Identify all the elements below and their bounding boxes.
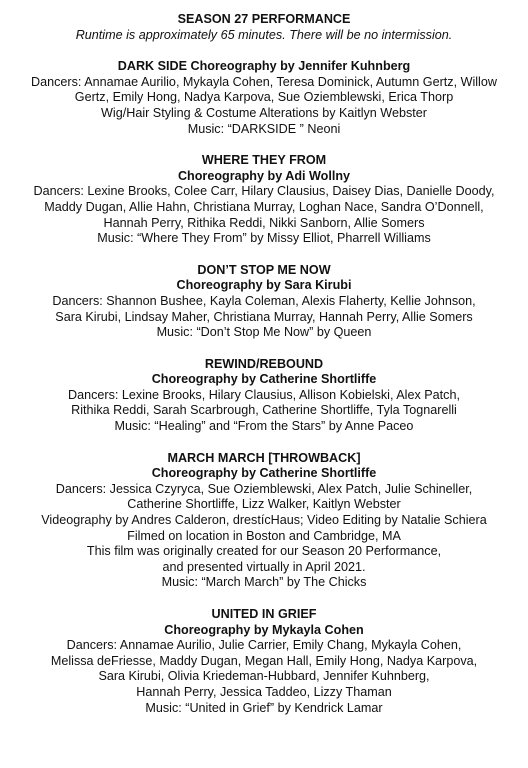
section-title: WHERE THEY FROM [201, 153, 327, 168]
credit-line: Dancers: Jessica Czyryca, Sue Oziemblewski, Alex Patch, Julie Schineller, [55, 481, 473, 496]
choreography-credit: Choreography by Adi Wollny [177, 168, 351, 183]
section-title: MARCH MARCH [THROWBACK] [167, 450, 361, 465]
program-section [0, 153, 528, 247]
credit-line: Sara Kirubi, Olivia Kriedeman-Hubbard, Jennifer Kuhnberg, [98, 669, 430, 684]
program-section [0, 451, 528, 591]
credit-line: Dancers: Lexine Brooks, Hilary Clausius, Allison Kobielski, Alex Patch, [68, 387, 460, 402]
runtime-note: Runtime is approximately 65 minutes. There will be no intermission. [75, 27, 453, 42]
program-section [0, 59, 528, 137]
credit-line: Catherine Shortliffe, Lizz Walker, Kaitlyn Webster [127, 497, 401, 512]
program-sections [0, 59, 528, 716]
credit-line: This film was originally created for our Season 20 Performance, [86, 544, 442, 559]
program-section [0, 357, 528, 435]
credit-line: Hannah Perry, Rithika Reddi, Nikki Sanborn, Allie Somers [103, 215, 425, 230]
program-section [0, 263, 528, 341]
credit-line: Dancers: Annamae Aurilio, Julie Carrier, Emily Chang, Mykayla Cohen, [66, 638, 462, 653]
program-section [0, 607, 528, 716]
credit-line: Dancers: Annamae Aurilio, Mykayla Cohen, Teresa Dominick, Autumn Gertz, Willow [31, 74, 497, 89]
credit-line: Sara Kirubi, Lindsay Maher, Christiana Murray, Hannah Perry, Allie Somers [55, 309, 473, 324]
choreography-credit: Choreography by Catherine Shortliffe [151, 466, 377, 481]
credit-line: Filmed on location in Boston and Cambridge, MA [127, 528, 401, 543]
credit-line: Music: “United in Grief” by Kendrick Lamar [145, 700, 383, 715]
credit-line: Music: “March March” by The Chicks [161, 575, 367, 590]
credit-line: Maddy Dugan, Allie Hahn, Christiana Murray, Loghan Nace, Sandra O’Donnell, [44, 199, 484, 214]
credit-line: and presented virtually in April 2021. [162, 559, 366, 574]
credit-line: Music: “Don’t Stop Me Now” by Queen [156, 325, 372, 340]
program-title: SEASON 27 PERFORMANCE [177, 12, 351, 26]
choreography-credit: Choreography by Sara Kirubi [176, 278, 352, 293]
choreography-credit: Choreography by Catherine Shortliffe [151, 372, 377, 387]
credit-line: Melissa deFriesse, Maddy Dugan, Megan Hall, Emily Hong, Nadya Karpova, [50, 653, 478, 668]
credit-line: Music: “Where They From” by Missy Elliot, Pharrell Williams [97, 231, 431, 246]
credit-line: Dancers: Lexine Brooks, Colee Carr, Hilary Clausius, Daisey Dias, Danielle Doody, [33, 184, 495, 199]
section-title: DARK SIDE Choreography by Jennifer Kuhnberg [117, 59, 411, 74]
credit-line: Videography by Andres Calderon, drestícHaus; Video Editing by Natalie Schiera [41, 513, 487, 528]
credit-line: Wig/Hair Styling & Costume Alterations by Kaitlyn Webster [101, 105, 427, 120]
credit-line: Rithika Reddi, Sarah Scarbrough, Catherine Shortliffe, Tyla Tognarelli [71, 403, 457, 418]
program-header [0, 12, 528, 43]
credit-line: Music: “DARKSIDE ” Neoni [187, 121, 341, 136]
credit-line: Gertz, Emily Hong, Nadya Karpova, Sue Oziemblewski, Erica Thorp [74, 90, 454, 105]
section-title: UNITED IN GRIEF [211, 607, 317, 621]
credit-line: Hannah Perry, Jessica Taddeo, Lizzy Thaman [136, 684, 392, 699]
credit-line: Music: “Healing” and “From the Stars” by Anne Paceo [114, 419, 414, 434]
section-title: REWIND/REBOUND [204, 356, 324, 371]
choreography-credit: Choreography by Mykayla Cohen [164, 622, 364, 637]
section-title: DON’T STOP ME NOW [197, 262, 331, 277]
credit-line: Dancers: Shannon Bushee, Kayla Coleman, Alexis Flaherty, Kellie Johnson, [52, 293, 476, 308]
